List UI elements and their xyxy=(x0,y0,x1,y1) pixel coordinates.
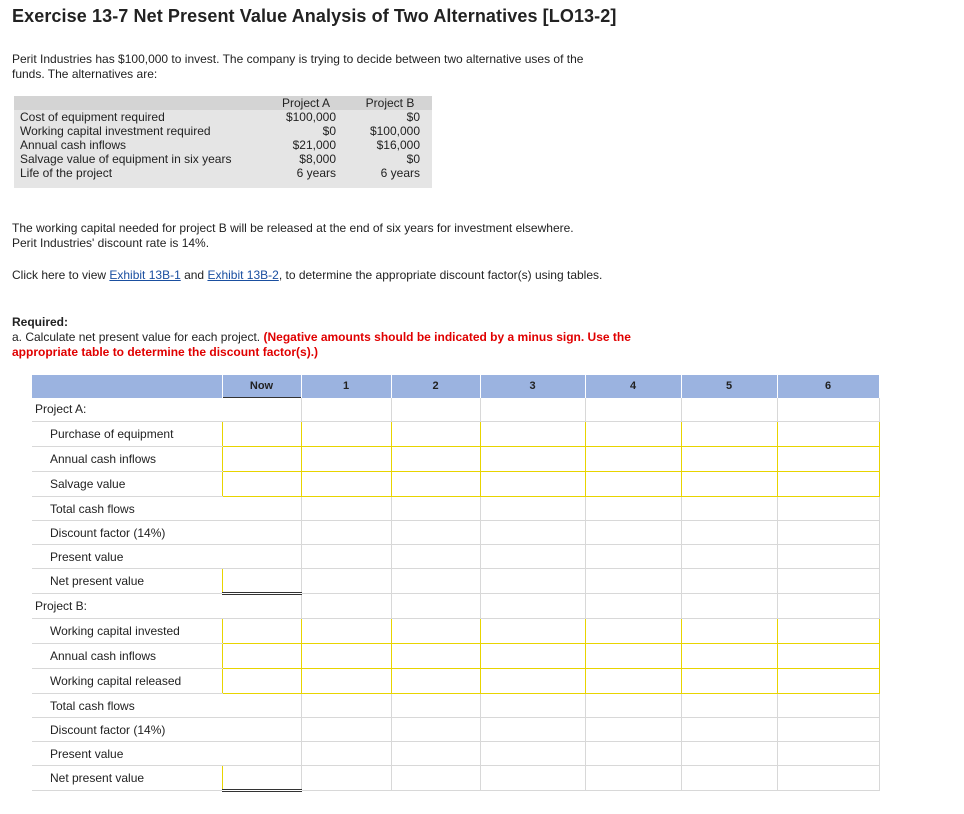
section-row-project-b xyxy=(32,594,879,619)
answer-cell[interactable] xyxy=(301,644,391,669)
answer-input[interactable] xyxy=(682,645,777,667)
empty-cell xyxy=(301,766,391,791)
alt-row xyxy=(14,152,432,166)
answer-input[interactable] xyxy=(392,670,480,692)
required-item-a: a. Calculate net present value for each project. (Negative amounts should be indicated by a minus sign. Use the appropriate table to determine the discount factor(s).) xyxy=(12,330,631,359)
col-year-5: 5 xyxy=(681,375,777,398)
alt-a: $100,000 xyxy=(285,110,336,124)
answer-cell[interactable] xyxy=(480,472,585,497)
alt-label: Life of the project xyxy=(20,166,113,180)
answer-input[interactable] xyxy=(586,448,681,470)
answer-input[interactable] xyxy=(302,620,391,642)
answer-cell[interactable] xyxy=(777,644,879,669)
answer-input[interactable] xyxy=(481,423,585,445)
alt-a: $8,000 xyxy=(299,152,336,166)
answer-input[interactable] xyxy=(682,620,777,642)
answer-input[interactable] xyxy=(586,645,681,667)
answer-cell[interactable] xyxy=(777,447,879,472)
empty-cell xyxy=(391,569,480,594)
answer-input[interactable] xyxy=(481,448,585,470)
empty-cell xyxy=(681,742,777,766)
alt-b: $16,000 xyxy=(376,138,420,152)
alt-a: 6 years xyxy=(296,166,336,180)
answer-input[interactable] xyxy=(586,620,681,642)
header-project-a: Project A xyxy=(281,96,331,110)
answer-input[interactable] xyxy=(682,473,777,495)
answer-input[interactable] xyxy=(778,670,879,692)
answer-input[interactable] xyxy=(223,670,301,692)
table-row xyxy=(32,644,879,669)
answer-input[interactable] xyxy=(223,570,301,592)
alt-row xyxy=(14,124,432,138)
empty-cell xyxy=(480,569,585,594)
table-row xyxy=(32,669,879,694)
table-row xyxy=(32,766,879,791)
answer-input[interactable] xyxy=(223,620,301,642)
answer-cell[interactable] xyxy=(681,447,777,472)
section-label: Project B: xyxy=(32,594,222,619)
empty-cell xyxy=(391,694,480,718)
answer-input[interactable] xyxy=(481,620,585,642)
col-year-3: 3 xyxy=(480,375,585,398)
answer-input[interactable] xyxy=(778,645,879,667)
answer-cell[interactable] xyxy=(222,447,301,472)
section-label: Project A: xyxy=(32,398,222,422)
empty-cell xyxy=(480,742,585,766)
answer-cell[interactable] xyxy=(222,619,301,644)
table-row xyxy=(32,718,879,742)
empty-cell xyxy=(681,694,777,718)
working-capital-note: The working capital needed for project B will be released at the end of six years for investment elsewhere. Perit Industries' discount rate is 14%. xyxy=(12,221,574,250)
empty-cell xyxy=(681,497,777,521)
empty-cell xyxy=(777,521,879,545)
col-year-6: 6 xyxy=(777,375,879,398)
empty-cell xyxy=(777,545,879,569)
answer-cell[interactable] xyxy=(585,669,681,694)
answer-input[interactable] xyxy=(392,423,480,445)
answer-cell[interactable] xyxy=(391,644,480,669)
answer-cell[interactable] xyxy=(480,644,585,669)
answer-cell[interactable] xyxy=(222,472,301,497)
col-year-4: 4 xyxy=(585,375,681,398)
empty-cell xyxy=(480,521,585,545)
row-label: Present value xyxy=(32,742,222,766)
empty-cell xyxy=(222,521,301,545)
alt-b: $0 xyxy=(406,152,420,166)
table-row xyxy=(32,619,879,644)
answer-cell[interactable] xyxy=(480,447,585,472)
row-label: Net present value xyxy=(32,569,222,594)
answer-input[interactable] xyxy=(586,473,681,495)
answer-cell[interactable] xyxy=(222,669,301,694)
empty-cell xyxy=(301,569,391,594)
alt-label: Salvage value of equipment in six years xyxy=(20,152,232,166)
empty-cell xyxy=(480,545,585,569)
table-row xyxy=(32,521,879,545)
answer-cell[interactable] xyxy=(480,669,585,694)
row-label: Working capital released xyxy=(32,669,222,694)
empty-cell xyxy=(301,742,391,766)
answer-input[interactable] xyxy=(223,473,301,495)
answer-cell[interactable] xyxy=(681,472,777,497)
alt-row xyxy=(14,166,432,180)
alt-b: $100,000 xyxy=(369,124,420,138)
empty-cell xyxy=(391,742,480,766)
answer-cell[interactable] xyxy=(391,669,480,694)
answer-input[interactable] xyxy=(302,423,391,445)
answer-cell[interactable] xyxy=(391,619,480,644)
empty-cell xyxy=(681,718,777,742)
answer-input[interactable] xyxy=(302,670,391,692)
empty-cell xyxy=(777,497,879,521)
table-row xyxy=(32,569,879,594)
empty-cell xyxy=(301,545,391,569)
answer-input[interactable] xyxy=(223,645,301,667)
answer-cell[interactable] xyxy=(480,422,585,447)
row-label: Present value xyxy=(32,545,222,569)
answer-cell[interactable] xyxy=(301,669,391,694)
row-label: Net present value xyxy=(32,766,222,791)
answer-input[interactable] xyxy=(481,645,585,667)
empty-cell xyxy=(222,497,301,521)
answer-cell[interactable] xyxy=(585,472,681,497)
empty-cell xyxy=(777,742,879,766)
page-title: Exercise 13-7 Net Present Value Analysis of Two Alternatives [LO13-2] xyxy=(12,6,617,26)
empty-cell xyxy=(585,766,681,791)
empty-cell xyxy=(777,569,879,594)
answer-cell[interactable] xyxy=(681,422,777,447)
intro-text: Perit Industries has $100,000 to invest. The company is trying to decide between two alternative uses of the funds. The alternatives are: xyxy=(12,52,584,81)
answer-input[interactable] xyxy=(481,473,585,495)
table-row xyxy=(32,472,879,497)
empty-cell xyxy=(222,742,301,766)
answer-cell[interactable] xyxy=(585,619,681,644)
table-row xyxy=(32,545,879,569)
required-section xyxy=(12,315,632,360)
answer-input[interactable] xyxy=(586,670,681,692)
row-label: Purchase of equipment xyxy=(32,422,222,447)
alt-row xyxy=(14,110,432,124)
answer-input[interactable] xyxy=(682,423,777,445)
required-note: (Negative amounts should be indicated by a minus sign. Use the appropriate table to determine the discount factor(s).) xyxy=(12,330,631,359)
alt-a: $21,000 xyxy=(292,138,336,152)
answer-input[interactable] xyxy=(682,448,777,470)
answer-input[interactable] xyxy=(778,620,879,642)
table-row xyxy=(32,742,879,766)
answer-input[interactable] xyxy=(392,645,480,667)
empty-cell xyxy=(585,545,681,569)
alt-a: $0 xyxy=(322,124,336,138)
empty-cell xyxy=(777,766,879,791)
npv-worksheet xyxy=(32,375,880,792)
answer-cell[interactable] xyxy=(391,472,480,497)
answer-cell[interactable] xyxy=(222,569,301,594)
empty-cell xyxy=(391,521,480,545)
alt-label: Annual cash inflows xyxy=(20,138,127,152)
empty-cell xyxy=(681,521,777,545)
exhibit-instructions: Click here to view Exhibit 13B-1 and Exhibit 13B-2, to determine the appropriate discount factor(s) using tables. xyxy=(12,268,603,282)
empty-cell xyxy=(222,545,301,569)
empty-cell xyxy=(301,497,391,521)
empty-cell xyxy=(480,766,585,791)
answer-input[interactable] xyxy=(302,448,391,470)
answer-cell[interactable] xyxy=(681,669,777,694)
answer-cell[interactable] xyxy=(585,447,681,472)
exhibit-13b-1-link[interactable]: Exhibit 13B-1 xyxy=(109,268,181,282)
answer-input[interactable] xyxy=(302,473,391,495)
empty-cell xyxy=(222,718,301,742)
empty-cell xyxy=(681,545,777,569)
table-row xyxy=(32,422,879,447)
row-label: Annual cash inflows xyxy=(32,447,222,472)
empty-cell xyxy=(681,766,777,791)
answer-cell[interactable] xyxy=(391,447,480,472)
table-row xyxy=(32,497,879,521)
empty-cell xyxy=(585,742,681,766)
answer-cell[interactable] xyxy=(585,644,681,669)
empty-cell xyxy=(480,718,585,742)
answer-cell[interactable] xyxy=(681,644,777,669)
row-label: Working capital invested xyxy=(32,619,222,644)
empty-cell xyxy=(585,694,681,718)
row-label: Total cash flows xyxy=(32,694,222,718)
empty-cell xyxy=(222,694,301,718)
row-label: Discount factor (14%) xyxy=(32,718,222,742)
answer-input[interactable] xyxy=(392,448,480,470)
answer-cell[interactable] xyxy=(222,644,301,669)
answer-input[interactable] xyxy=(302,645,391,667)
col-now: Now xyxy=(222,375,301,398)
answer-cell[interactable] xyxy=(222,766,301,791)
answer-input[interactable] xyxy=(778,473,879,495)
empty-cell xyxy=(480,694,585,718)
answer-cell[interactable] xyxy=(480,619,585,644)
alt-label: Cost of equipment required xyxy=(20,110,165,124)
row-label: Discount factor (14%) xyxy=(32,521,222,545)
empty-cell xyxy=(391,497,480,521)
answer-cell[interactable] xyxy=(301,472,391,497)
empty-cell xyxy=(777,718,879,742)
empty-cell xyxy=(301,521,391,545)
answer-input[interactable] xyxy=(223,767,301,789)
answer-input[interactable] xyxy=(392,473,480,495)
answer-input[interactable] xyxy=(481,670,585,692)
empty-cell xyxy=(301,718,391,742)
answer-cell[interactable] xyxy=(777,619,879,644)
required-label: Required: xyxy=(12,315,69,329)
answer-input[interactable] xyxy=(392,620,480,642)
answer-input[interactable] xyxy=(223,448,301,470)
answer-cell[interactable] xyxy=(777,422,879,447)
alt-b: 6 years xyxy=(380,166,420,180)
empty-cell xyxy=(480,497,585,521)
answer-cell[interactable] xyxy=(777,472,879,497)
answer-input[interactable] xyxy=(586,423,681,445)
empty-cell xyxy=(301,694,391,718)
answer-cell[interactable] xyxy=(301,619,391,644)
col-year-2: 2 xyxy=(391,375,480,398)
empty-cell xyxy=(391,766,480,791)
empty-cell xyxy=(585,497,681,521)
answer-cell[interactable] xyxy=(391,422,480,447)
grid-header-row xyxy=(32,375,879,398)
table-row xyxy=(32,694,879,718)
alt-b: $0 xyxy=(406,110,420,124)
answer-input[interactable] xyxy=(682,670,777,692)
col-year-1: 1 xyxy=(301,375,391,398)
row-label: Annual cash inflows xyxy=(32,644,222,669)
alternatives-table xyxy=(14,96,432,188)
empty-cell xyxy=(391,545,480,569)
empty-cell xyxy=(391,718,480,742)
empty-cell xyxy=(681,569,777,594)
answer-cell[interactable] xyxy=(585,422,681,447)
alt-label: Working capital investment required xyxy=(20,124,211,138)
empty-cell xyxy=(585,718,681,742)
empty-cell xyxy=(585,569,681,594)
exhibit-13b-2-link[interactable]: Exhibit 13B-2 xyxy=(207,268,279,282)
table-row xyxy=(32,447,879,472)
empty-cell xyxy=(585,521,681,545)
answer-cell[interactable] xyxy=(301,447,391,472)
empty-cell xyxy=(777,694,879,718)
section-row-project-a xyxy=(32,398,879,422)
row-label: Salvage value xyxy=(32,472,222,497)
answer-cell[interactable] xyxy=(681,619,777,644)
row-label: Total cash flows xyxy=(32,497,222,521)
answer-input[interactable] xyxy=(223,423,301,445)
alt-row xyxy=(14,138,432,152)
answer-cell[interactable] xyxy=(301,422,391,447)
header-project-b: Project B xyxy=(365,96,415,110)
answer-input[interactable] xyxy=(778,423,879,445)
answer-cell[interactable] xyxy=(222,422,301,447)
answer-input[interactable] xyxy=(778,448,879,470)
answer-cell[interactable] xyxy=(777,669,879,694)
